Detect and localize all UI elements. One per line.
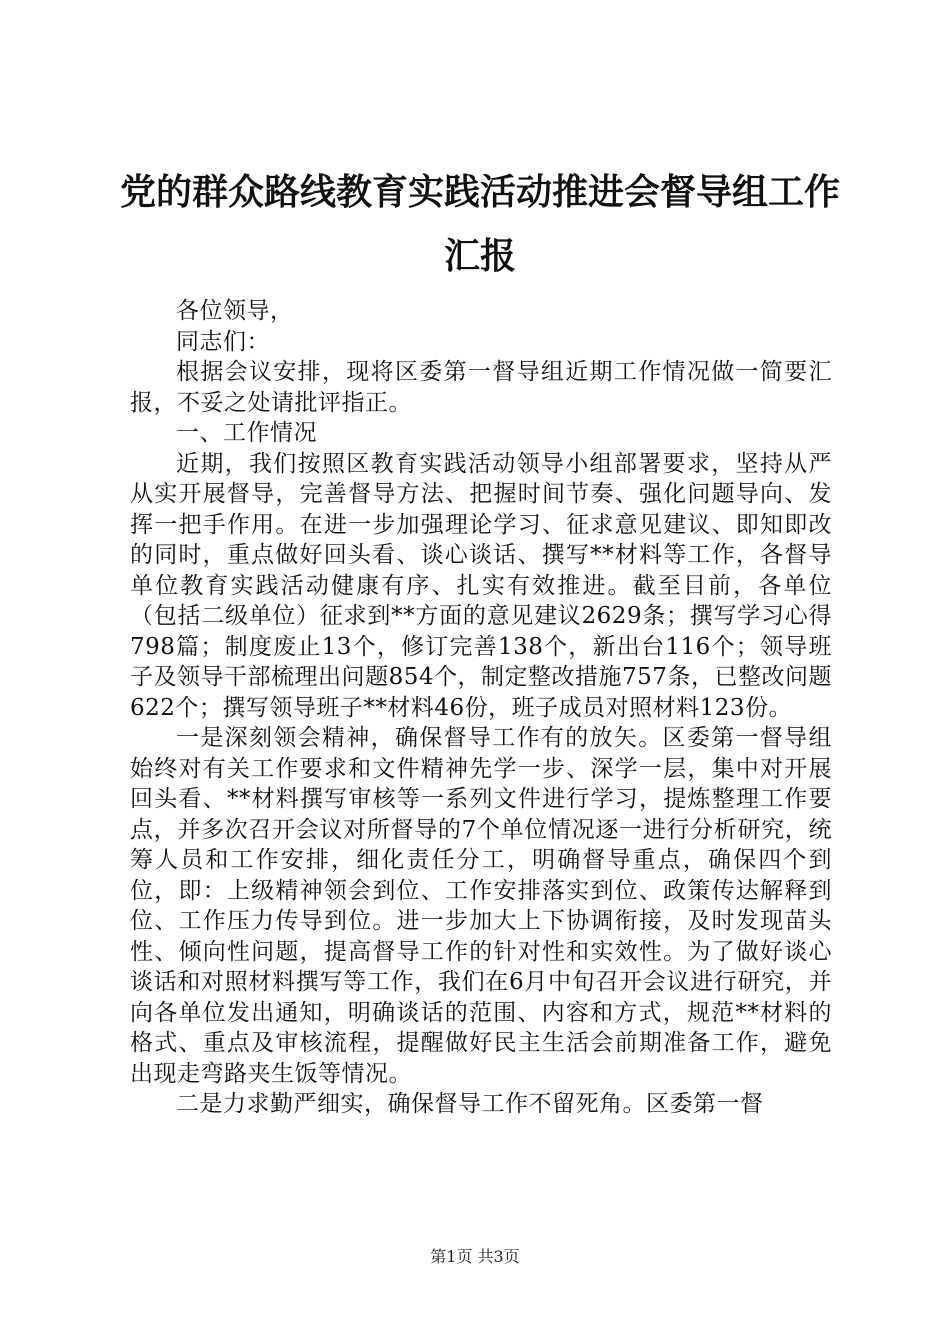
salutation-leaders: 各位领导， [176, 298, 294, 324]
document-title: 党的群众路线教育实践活动推进会督导组工作汇报 [119, 171, 840, 277]
intro-paragraph: 根据会议安排，现将区委第一督导组近期工作情况做一简要汇报，不妥之处请批评指正。 [130, 359, 832, 416]
section-heading: 一、工作情况 [176, 420, 317, 446]
page-number: 第1页 共3页 [430, 1247, 520, 1266]
point-one-paragraph: 一是深刻领会精神，确保督导工作有的放矢。区委第一督导组始终对有关工作要求和文件精神先学一步、深学一层，集中对开展回头看、**材料撰写审核等一系列文件进行学习，提炼整理工作要点，并多次召开会议对所督导的7个单位情况逐一进行分析研究，统筹人员和工作安排，细化责任分工，明确督导重点，确保四个到位，即：上级精神领会到位、工作安排落实到位、政策传达解释到位、工作压力传导到位。进一步加大上下协调衔接，及时发现苗头性、倾向性问题，提高督导工作的针对性和实效性。为了做好谈心谈话和对照材料撰写等工作，我们在6月中旬召开会议进行研究，并向各单位发出通知，明确谈话的范围、内容和方式，规范**材料的格式、重点及审核流程，提醒做好民主生活会前期准备工作，避免出现走弯路夹生饭等情况。 [130, 725, 832, 1087]
work-summary-paragraph: 近期，我们按照区教育实践活动领导小组部署要求，坚持从严从实开展督导，完善督导方法、把握时间节奏、强化问题导向、发挥一把手作用。在进一步加强理论学习、征求意见建议、即知即改的同时，重点做好回头看、谈心谈话、撰写**材料等工作，各督导单位教育实践活动健康有序、扎实有效推进。截至目前，各单位（包括二级单位）征求到**方面的意见建议2629条；撰写学习心得798篇；制度废止13个，修订完善138个，新出台116个；领导班子及领导干部梳理出问题854个，制定整改措施757条，已整改问题622个；撰写领导班子**材料46份，班子成员对照材料123份。 [130, 450, 832, 721]
document-body [130, 296, 832, 1120]
point-two-paragraph: 二是力求勤严细实，确保督导工作不留死角。区委第一督 [176, 1091, 764, 1117]
salutation-comrades: 同志们： [176, 328, 270, 355]
